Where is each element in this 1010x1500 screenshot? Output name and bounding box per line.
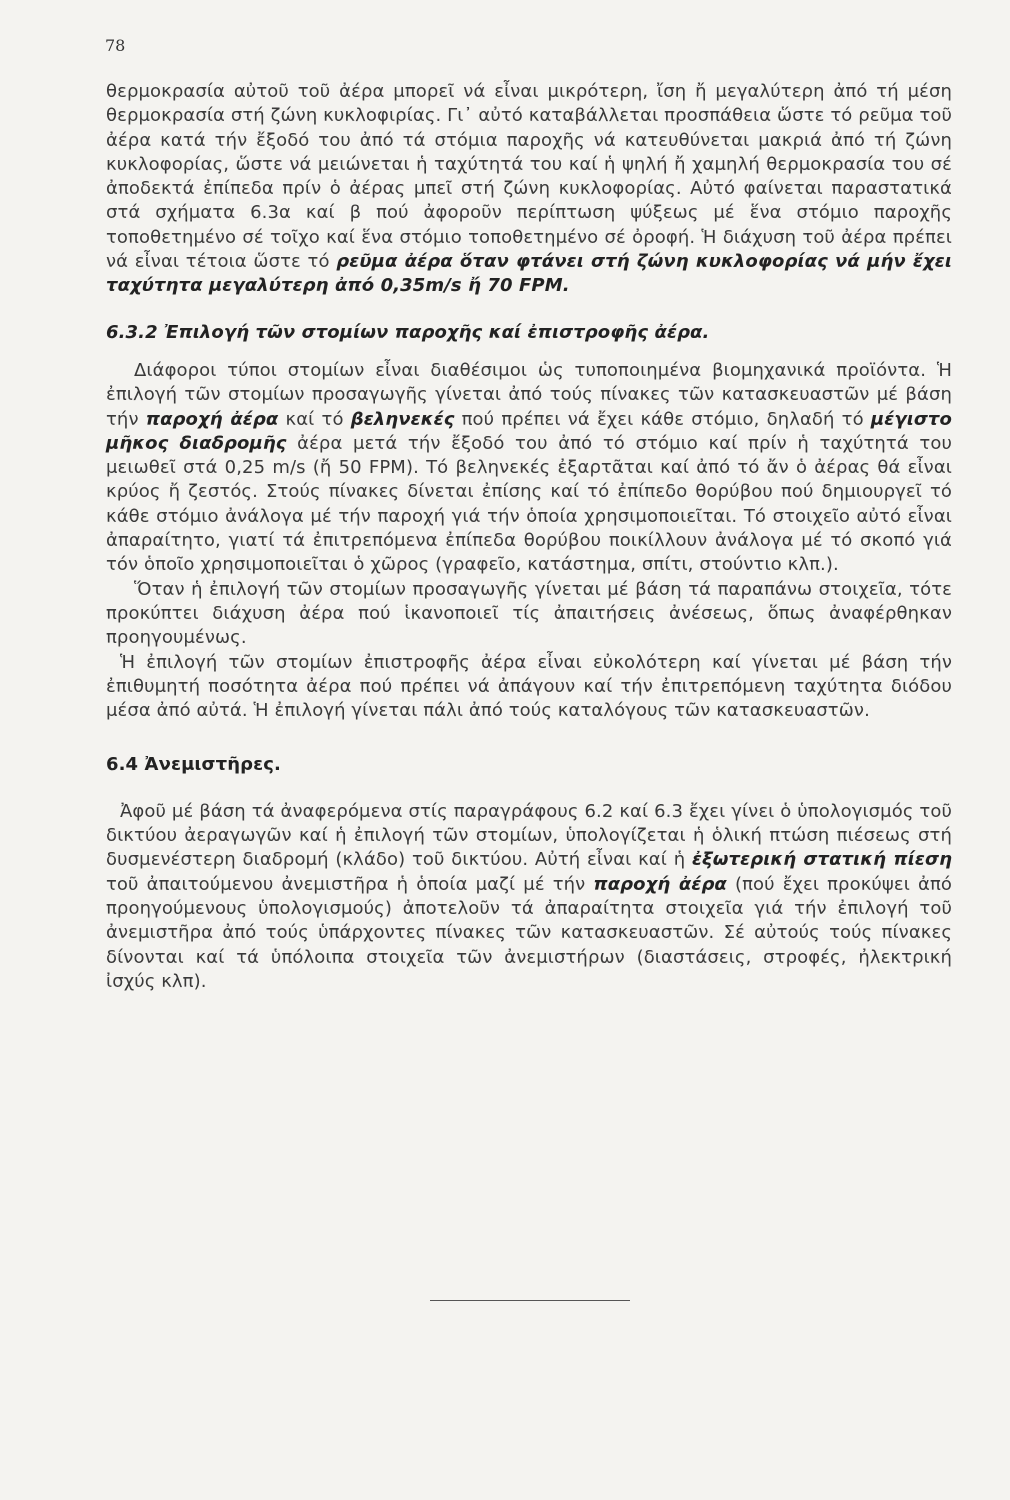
section-6-4-heading: 6.4 Ἀνεμιστῆρες.: [106, 754, 281, 776]
section-6-3-2-paragraph-3: Ἡ ἐπιλογή τῶν στομίων ἐπιστροφῆς ἀέρα εἶναι εὐκολότερη καί γίνεται μέ βάση τήν ἐπιθυμητή ποσότητα ἀέρα πού πρέπει νά ἀπάγουν καί τήν ἐπιτρεπόμενη ταχύτητα διόδου μέσα ἀπό αὐτά. Ἡ ἐπιλογή γίνεται πάλι ἀπό τούς καταλόγους τῶν κατασκευαστῶν.: [106, 651, 952, 722]
paragraph-text: (πού ἔχει προκύψει ἀπό προηγούμενους ὑπολογισμούς) ἀποτελοῦν τά ἀπαραίτητα στοιχεῖα γιά τήν ἐπιλογή τοῦ ἀνεμιστῆρα ἀπό τούς ὑπάρχοντες πίνακες τῶν κατασκευαστῶν. Σέ αὐτούς τούς πίνακες δίνονται καί τά ὑπόλοιπα στοιχεῖα τῶν ἀνεμιστήρων (διαστάσεις, στροφές, ἠλεκτρική ἰσχύς κλπ).: [106, 873, 952, 992]
paragraph-text: καί τό: [278, 408, 351, 430]
intro-text: θερμοκρασία αὐτοῦ τοῦ ἀέρα μπορεῖ νά εἶναι μικρότερη, ἴση ἤ μεγαλύτερη ἀπό τή μέση θερμοκρασία στή ζώνη κυκλοφιρίας. Γι᾽ αὐτό καταβάλλεται προσπάθεια ὥστε τό ρεῦμα τοῦ ἀέρα κατά τήν ἔξοδό του ἀπό τά στόμια παροχῆς νά κατευθύνεται μακριά ἀπό τή ζώνη κυκλοφορίας, ὥστε νά μειώνεται ἡ ταχύτητά του καί ἡ ψηλή ἤ χαμηλή θερμοκρασία του σέ ἀποδεκτά ἐπίπεδα πρίν ὁ ἀέρας μπεῖ στή ζώνη κυκλοφορίας. Αὐτό φαίνεται παραστατικά στά σχήματα 6.3α καί β πού ἀφοροῦν περίπτωση ψύξεως μέ ἕνα στόμιο παροχῆς τοποθετημένο σέ τοῖχο καί ἕνα στόμιο τοποθετημένο σέ ὀροφή. Ἡ διάχυση τοῦ ἀέρα πρέπει νά εἶναι τέτοια ὥστε τό: [106, 81, 952, 273]
section-6-3-2-paragraph-1: [106, 359, 952, 578]
page-number: 78: [105, 36, 126, 55]
term-throw: βεληνεκές: [350, 408, 455, 430]
paragraph-text: πού πρέπει νά ἔχει κάθε στόμιο, δηλαδή τό: [454, 408, 871, 430]
section-6-3-2-heading: 6.3.2 Ἐπιλογή τῶν στομίων παροχῆς καί ἐπιστροφῆς ἀέρα.: [106, 321, 710, 343]
paragraph-text: Ἀφοῦ μέ βάση τά ἀναφερόμενα στίς παραγράφους 6.2 καί 6.3 ἔχει γίνει ὁ ὑπολογισμός τοῦ δικτύου ἀεραγωγῶν καί ἡ ἐπιλογή τῶν στομίων, ὑπολογίζεται ἡ ὁλική πτώση πιέσεως στή δυσμενέστερη διαδρομή (κλάδο) τοῦ δικτύου. Αὐτή εἶναι καί ἡ: [106, 800, 952, 871]
page-body: [106, 80, 952, 994]
term-air-supply: παροχή ἀέρα: [145, 408, 279, 430]
term-external-static-pressure: ἐξωτερική στατική πίεση: [691, 849, 952, 871]
paragraph-text: ἀέρα μετά τήν ἔξοδό του ἀπό τό στόμιο καί πρίν ἡ ταχύτητά του μειωθεῖ στά 0,25 m/s (ἤ 50 FPM). Τό βεληνεκές ἐξαρτᾶται καί ἀπό τό ἄν ὁ ἀέρας θά εἶναι κρύος ἤ ζεστός. Στούς πίνακες δίνεται ἐπίσης καί τό ἐπίπεδο θορύβου πού δημιουργεῖ τό κάθε στόμιο ἀνάλογα μέ τήν παροχή γιά τήν ὁποία χρησιμοποιεῖται. Τό στοιχεῖο αὐτό εἶναι ἀπαραίτητο, γιατί τά ἐπιτρεπόμενα ἐπίπεδα θορύβου ποικίλλουν ἀνάλογα μέ τό σκοπό γιά τόν ὁποῖο χρησιμοποιεῖται ὁ χῶρος (γραφεῖο, κατάστημα, σπίτι, στούντιο κλπ.).: [106, 432, 952, 576]
footer-divider: [430, 1300, 630, 1301]
section-6-4-paragraph-1: [106, 800, 952, 994]
term-max-travel-length: μέγιστο μῆκος διαδρομῆς: [106, 408, 952, 454]
section-6-3-2-paragraph-2: Ὅταν ἡ ἐπιλογή τῶν στομίων προσαγωγῆς γίνεται μέ βάση τά παραπάνω στοιχεῖα, τότε προκύπτει διάχυση ἀέρα πού ἱκανοποιεῖ τίς ἀπαιτήσεις ἀνέσεως, ὅπως ἀναφέρθηκαν προηγουμένως.: [106, 578, 952, 649]
paragraph-text: Διάφοροι τύποι στομίων εἶναι διαθέσιμοι ὡς τυποποιημένα βιομηχανικά προϊόντα. Ἡ ἐπιλογή τῶν στομίων προσαγωγῆς γίνεται ἀπό τούς πίνακες τῶν κατασκευαστῶν μέ βάση τήν: [106, 359, 952, 430]
paragraph-text: τοῦ ἀπαιτούμενου ἀνεμιστῆρα ἡ ὁποία μαζί μέ τήν: [106, 873, 594, 895]
term-air-supply: παροχή ἀέρα: [593, 873, 727, 895]
intro-paragraph: [106, 80, 952, 299]
intro-emphasis: ρεῦμα ἀέρα ὅταν φτάνει στή ζώνη κυκλοφορίας νά μήν ἔχει ταχύτητα μεγαλύτερη ἀπό 0,35m/s ἤ 70 FPM.: [106, 251, 952, 297]
